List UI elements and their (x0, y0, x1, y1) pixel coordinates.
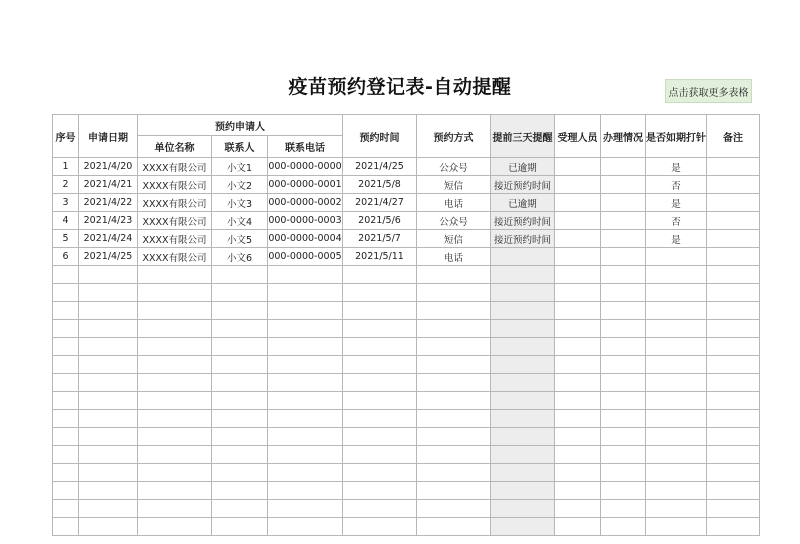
on-time-cell[interactable] (646, 482, 707, 500)
seq-cell[interactable] (53, 320, 79, 338)
apply-date-cell[interactable] (79, 410, 138, 428)
appointment-time-cell[interactable]: 2021/5/8 (343, 176, 417, 194)
appointment-time-cell[interactable]: 2021/5/11 (343, 248, 417, 266)
contact-cell[interactable]: 小文4 (212, 212, 268, 230)
handler-cell[interactable] (555, 284, 601, 302)
note-cell[interactable] (707, 482, 760, 500)
contact-cell[interactable] (212, 374, 268, 392)
unit-name-cell[interactable] (138, 266, 212, 284)
on-time-cell[interactable] (646, 302, 707, 320)
apply-date-cell[interactable]: 2021/4/25 (79, 248, 138, 266)
note-cell[interactable] (707, 518, 760, 536)
appointment-method-cell[interactable] (417, 500, 491, 518)
header-seq: 序号 (53, 115, 79, 158)
seq-cell[interactable] (53, 518, 79, 536)
contact-cell[interactable] (212, 302, 268, 320)
table-row (53, 266, 760, 284)
handler-cell[interactable] (555, 356, 601, 374)
appointment-time-cell[interactable]: 2021/5/6 (343, 212, 417, 230)
status-cell[interactable] (601, 338, 646, 356)
seq-cell[interactable]: 6 (53, 248, 79, 266)
note-cell[interactable] (707, 356, 760, 374)
note-cell[interactable] (707, 194, 760, 212)
status-cell[interactable] (601, 176, 646, 194)
table-row (53, 248, 760, 266)
status-cell[interactable] (601, 320, 646, 338)
appointment-method-cell[interactable] (417, 446, 491, 464)
seq-cell[interactable]: 5 (53, 230, 79, 248)
reminder-cell[interactable] (491, 428, 555, 446)
handler-cell[interactable] (555, 302, 601, 320)
contact-cell[interactable]: 小文2 (212, 176, 268, 194)
reminder-cell[interactable] (491, 374, 555, 392)
note-cell[interactable] (707, 230, 760, 248)
table-row (53, 158, 760, 176)
contact-cell[interactable] (212, 392, 268, 410)
table-row (53, 428, 760, 446)
header-appointment-method: 预约方式 (417, 115, 491, 158)
unit-name-cell[interactable] (138, 446, 212, 464)
seq-cell[interactable]: 1 (53, 158, 79, 176)
apply-date-cell[interactable]: 2021/4/22 (79, 194, 138, 212)
unit-name-cell[interactable]: XXXX有限公司 (138, 248, 212, 266)
appointment-time-cell[interactable] (343, 320, 417, 338)
appointment-time-cell[interactable] (343, 518, 417, 536)
apply-date-cell[interactable] (79, 446, 138, 464)
status-cell[interactable] (601, 392, 646, 410)
apply-date-cell[interactable]: 2021/4/23 (79, 212, 138, 230)
status-cell[interactable] (601, 428, 646, 446)
handler-cell[interactable] (555, 446, 601, 464)
seq-cell[interactable] (53, 428, 79, 446)
appointment-time-cell[interactable] (343, 374, 417, 392)
seq-cell[interactable] (53, 482, 79, 500)
note-cell[interactable] (707, 428, 760, 446)
status-cell[interactable] (601, 266, 646, 284)
table-row (53, 302, 760, 320)
status-cell[interactable] (601, 464, 646, 482)
on-time-cell[interactable] (646, 338, 707, 356)
header-note: 备注 (707, 115, 760, 158)
status-cell[interactable] (601, 500, 646, 518)
appointment-method-cell[interactable]: 短信 (417, 230, 491, 248)
note-cell[interactable] (707, 284, 760, 302)
handler-cell[interactable] (555, 212, 601, 230)
unit-name-cell[interactable]: XXXX有限公司 (138, 212, 212, 230)
note-cell[interactable] (707, 446, 760, 464)
appointment-method-cell[interactable] (417, 320, 491, 338)
phone-cell[interactable] (268, 518, 343, 536)
on-time-cell[interactable]: 否 (646, 212, 707, 230)
reminder-cell[interactable] (491, 284, 555, 302)
page-title: 疫苗预约登记表-自动提醒 (288, 76, 512, 98)
appointment-time-cell[interactable] (343, 410, 417, 428)
appointment-method-cell[interactable]: 电话 (417, 248, 491, 266)
reminder-cell[interactable] (491, 320, 555, 338)
reminder-cell[interactable] (491, 464, 555, 482)
reminder-cell[interactable] (491, 338, 555, 356)
handler-cell[interactable] (555, 464, 601, 482)
contact-cell[interactable]: 小文5 (212, 230, 268, 248)
seq-cell[interactable] (53, 410, 79, 428)
handler-cell[interactable] (555, 518, 601, 536)
header-on-time: 是否如期打针 (646, 115, 707, 158)
seq-cell[interactable] (53, 392, 79, 410)
phone-cell[interactable] (268, 428, 343, 446)
handler-cell[interactable] (555, 500, 601, 518)
appointment-method-cell[interactable] (417, 392, 491, 410)
reminder-cell[interactable]: 接近预约时间 (491, 212, 555, 230)
reminder-cell[interactable]: 已逾期 (491, 194, 555, 212)
on-time-cell[interactable] (646, 266, 707, 284)
on-time-cell[interactable]: 是 (646, 230, 707, 248)
table-row (53, 482, 760, 500)
reminder-cell[interactable]: 已逾期 (491, 158, 555, 176)
note-cell[interactable] (707, 212, 760, 230)
apply-date-cell[interactable] (79, 428, 138, 446)
apply-date-cell[interactable]: 2021/4/24 (79, 230, 138, 248)
seq-cell[interactable]: 2 (53, 176, 79, 194)
on-time-cell[interactable]: 是 (646, 158, 707, 176)
header-contact: 联系人 (212, 136, 268, 158)
seq-cell[interactable] (53, 284, 79, 302)
unit-name-cell[interactable] (138, 482, 212, 500)
unit-name-cell[interactable] (138, 410, 212, 428)
phone-cell[interactable] (268, 446, 343, 464)
appointment-method-cell[interactable] (417, 356, 491, 374)
seq-cell[interactable] (53, 374, 79, 392)
apply-date-cell[interactable] (79, 500, 138, 518)
appointment-time-cell[interactable] (343, 500, 417, 518)
apply-date-cell[interactable] (79, 284, 138, 302)
appointment-method-cell[interactable] (417, 428, 491, 446)
seq-cell[interactable] (53, 356, 79, 374)
appointment-time-cell[interactable] (343, 284, 417, 302)
appointment-time-cell[interactable] (343, 446, 417, 464)
handler-cell[interactable] (555, 338, 601, 356)
unit-name-cell[interactable] (138, 392, 212, 410)
on-time-cell[interactable] (646, 428, 707, 446)
appointment-method-cell[interactable]: 电话 (417, 194, 491, 212)
seq-cell[interactable] (53, 266, 79, 284)
unit-name-cell[interactable] (138, 500, 212, 518)
reminder-cell[interactable]: 接近预约时间 (491, 230, 555, 248)
apply-date-cell[interactable] (79, 392, 138, 410)
note-cell[interactable] (707, 266, 760, 284)
phone-cell[interactable] (268, 464, 343, 482)
apply-date-cell[interactable] (79, 464, 138, 482)
appointment-method-cell[interactable] (417, 266, 491, 284)
get-more-templates-button[interactable]: 点击获取更多表格 (665, 79, 752, 103)
phone-cell[interactable]: 000-0000-0003 (268, 212, 343, 230)
unit-name-cell[interactable]: XXXX有限公司 (138, 230, 212, 248)
status-cell[interactable] (601, 248, 646, 266)
table-row (53, 410, 760, 428)
table-row (53, 392, 760, 410)
contact-cell[interactable] (212, 320, 268, 338)
handler-cell[interactable] (555, 374, 601, 392)
seq-cell[interactable] (53, 446, 79, 464)
on-time-cell[interactable] (646, 284, 707, 302)
unit-name-cell[interactable] (138, 464, 212, 482)
appointment-method-cell[interactable]: 公众号 (417, 158, 491, 176)
handler-cell[interactable] (555, 392, 601, 410)
reminder-cell[interactable] (491, 500, 555, 518)
appointment-time-cell[interactable] (343, 302, 417, 320)
header-unit-name: 单位名称 (138, 136, 212, 158)
header-status: 办理情况 (601, 115, 646, 158)
note-cell[interactable] (707, 500, 760, 518)
phone-cell[interactable] (268, 284, 343, 302)
table-row (53, 284, 760, 302)
apply-date-cell[interactable] (79, 266, 138, 284)
note-cell[interactable] (707, 410, 760, 428)
appointment-method-cell[interactable] (417, 284, 491, 302)
phone-cell[interactable]: 000-0000-0005 (268, 248, 343, 266)
table-row (53, 518, 760, 536)
apply-date-cell[interactable]: 2021/4/21 (79, 176, 138, 194)
reminder-cell[interactable] (491, 302, 555, 320)
header-handler: 受理人员 (555, 115, 601, 158)
reminder-cell[interactable] (491, 356, 555, 374)
on-time-cell[interactable]: 是 (646, 194, 707, 212)
on-time-cell[interactable] (646, 446, 707, 464)
appointment-method-cell[interactable] (417, 374, 491, 392)
status-cell[interactable] (601, 284, 646, 302)
contact-cell[interactable] (212, 482, 268, 500)
on-time-cell[interactable] (646, 518, 707, 536)
on-time-cell[interactable] (646, 410, 707, 428)
reminder-cell[interactable]: 接近预约时间 (491, 176, 555, 194)
note-cell[interactable] (707, 176, 760, 194)
appointment-method-cell[interactable]: 公众号 (417, 212, 491, 230)
phone-cell[interactable]: 000-0000-0004 (268, 230, 343, 248)
on-time-cell[interactable] (646, 392, 707, 410)
on-time-cell[interactable] (646, 464, 707, 482)
status-cell[interactable] (601, 302, 646, 320)
contact-cell[interactable]: 小文1 (212, 158, 268, 176)
note-cell[interactable] (707, 248, 760, 266)
table-row (53, 500, 760, 518)
table-row (53, 374, 760, 392)
table-row (53, 320, 760, 338)
seq-cell[interactable] (53, 338, 79, 356)
phone-cell[interactable]: 000-0000-0000 (268, 158, 343, 176)
handler-cell[interactable] (555, 320, 601, 338)
appointment-method-cell[interactable] (417, 410, 491, 428)
phone-cell[interactable] (268, 338, 343, 356)
appointment-time-cell[interactable] (343, 338, 417, 356)
unit-name-cell[interactable]: XXXX有限公司 (138, 158, 212, 176)
unit-name-cell[interactable] (138, 356, 212, 374)
contact-cell[interactable] (212, 410, 268, 428)
apply-date-cell[interactable] (79, 320, 138, 338)
appointment-method-cell[interactable]: 短信 (417, 176, 491, 194)
appointment-method-cell[interactable] (417, 482, 491, 500)
reminder-cell[interactable] (491, 482, 555, 500)
phone-cell[interactable] (268, 482, 343, 500)
status-cell[interactable] (601, 356, 646, 374)
handler-cell[interactable] (555, 158, 601, 176)
handler-cell[interactable] (555, 428, 601, 446)
contact-cell[interactable] (212, 518, 268, 536)
header-applicant-group: 预约申请人 (138, 115, 343, 136)
apply-date-cell[interactable] (79, 374, 138, 392)
unit-name-cell[interactable] (138, 302, 212, 320)
appointment-method-cell[interactable] (417, 518, 491, 536)
contact-cell[interactable]: 小文3 (212, 194, 268, 212)
phone-cell[interactable] (268, 410, 343, 428)
appointment-time-cell[interactable]: 2021/4/25 (343, 158, 417, 176)
reminder-cell[interactable] (491, 410, 555, 428)
phone-cell[interactable] (268, 500, 343, 518)
reminder-cell[interactable] (491, 392, 555, 410)
apply-date-cell[interactable] (79, 482, 138, 500)
contact-cell[interactable] (212, 356, 268, 374)
on-time-cell[interactable]: 否 (646, 176, 707, 194)
reminder-cell[interactable] (491, 266, 555, 284)
table-row (53, 338, 760, 356)
appointment-method-cell[interactable] (417, 464, 491, 482)
status-cell[interactable] (601, 518, 646, 536)
phone-cell[interactable] (268, 392, 343, 410)
note-cell[interactable] (707, 374, 760, 392)
appointment-time-cell[interactable] (343, 356, 417, 374)
table-row (53, 212, 760, 230)
phone-cell[interactable] (268, 320, 343, 338)
appointment-time-cell[interactable] (343, 266, 417, 284)
status-cell[interactable] (601, 212, 646, 230)
handler-cell[interactable] (555, 266, 601, 284)
handler-cell[interactable] (555, 230, 601, 248)
unit-name-cell[interactable] (138, 284, 212, 302)
seq-cell[interactable] (53, 500, 79, 518)
status-cell[interactable] (601, 158, 646, 176)
seq-cell[interactable] (53, 464, 79, 482)
header-appointment-time: 预约时间 (343, 115, 417, 158)
appointment-time-cell[interactable] (343, 392, 417, 410)
seq-cell[interactable] (53, 302, 79, 320)
contact-cell[interactable]: 小文6 (212, 248, 268, 266)
note-cell[interactable] (707, 302, 760, 320)
handler-cell[interactable] (555, 410, 601, 428)
reminder-cell[interactable] (491, 248, 555, 266)
unit-name-cell[interactable] (138, 518, 212, 536)
reminder-cell[interactable] (491, 446, 555, 464)
handler-cell[interactable] (555, 482, 601, 500)
status-cell[interactable] (601, 482, 646, 500)
apply-date-cell[interactable] (79, 518, 138, 536)
status-cell[interactable] (601, 194, 646, 212)
appointment-time-cell[interactable]: 2021/4/27 (343, 194, 417, 212)
contact-cell[interactable] (212, 446, 268, 464)
unit-name-cell[interactable] (138, 320, 212, 338)
appointment-time-cell[interactable]: 2021/5/7 (343, 230, 417, 248)
phone-cell[interactable] (268, 374, 343, 392)
phone-cell[interactable] (268, 356, 343, 374)
note-cell[interactable] (707, 392, 760, 410)
unit-name-cell[interactable]: XXXX有限公司 (138, 176, 212, 194)
phone-cell[interactable]: 000-0000-0001 (268, 176, 343, 194)
on-time-cell[interactable] (646, 356, 707, 374)
apply-date-cell[interactable]: 2021/4/20 (79, 158, 138, 176)
phone-cell[interactable]: 000-0000-0002 (268, 194, 343, 212)
contact-cell[interactable] (212, 266, 268, 284)
unit-name-cell[interactable]: XXXX有限公司 (138, 194, 212, 212)
contact-cell[interactable] (212, 284, 268, 302)
contact-cell[interactable] (212, 464, 268, 482)
reminder-cell[interactable] (491, 518, 555, 536)
contact-cell[interactable] (212, 428, 268, 446)
table-row (53, 194, 760, 212)
appointment-method-cell[interactable] (417, 302, 491, 320)
apply-date-cell[interactable] (79, 302, 138, 320)
appointment-method-cell[interactable] (417, 338, 491, 356)
handler-cell[interactable] (555, 176, 601, 194)
contact-cell[interactable] (212, 338, 268, 356)
apply-date-cell[interactable] (79, 356, 138, 374)
handler-cell[interactable] (555, 248, 601, 266)
registration-table (52, 114, 760, 536)
phone-cell[interactable] (268, 302, 343, 320)
header-three-day-reminder: 提前三天提醒 (491, 115, 555, 158)
table-row (53, 176, 760, 194)
header-phone: 联系电话 (268, 136, 343, 158)
on-time-cell[interactable] (646, 500, 707, 518)
unit-name-cell[interactable] (138, 374, 212, 392)
handler-cell[interactable] (555, 194, 601, 212)
on-time-cell[interactable] (646, 374, 707, 392)
on-time-cell[interactable] (646, 248, 707, 266)
appointment-time-cell[interactable] (343, 482, 417, 500)
note-cell[interactable] (707, 158, 760, 176)
appointment-time-cell[interactable] (343, 428, 417, 446)
note-cell[interactable] (707, 320, 760, 338)
apply-date-cell[interactable] (79, 338, 138, 356)
unit-name-cell[interactable] (138, 338, 212, 356)
status-cell[interactable] (601, 446, 646, 464)
seq-cell[interactable]: 4 (53, 212, 79, 230)
header-apply-date: 申请日期 (79, 115, 138, 158)
status-cell[interactable] (601, 374, 646, 392)
table-row (53, 230, 760, 248)
phone-cell[interactable] (268, 266, 343, 284)
table-row (53, 446, 760, 464)
appointment-time-cell[interactable] (343, 464, 417, 482)
table-row (53, 464, 760, 482)
on-time-cell[interactable] (646, 320, 707, 338)
table-row (53, 356, 760, 374)
unit-name-cell[interactable] (138, 428, 212, 446)
note-cell[interactable] (707, 338, 760, 356)
seq-cell[interactable]: 3 (53, 194, 79, 212)
contact-cell[interactable] (212, 500, 268, 518)
note-cell[interactable] (707, 464, 760, 482)
status-cell[interactable] (601, 410, 646, 428)
status-cell[interactable] (601, 230, 646, 248)
